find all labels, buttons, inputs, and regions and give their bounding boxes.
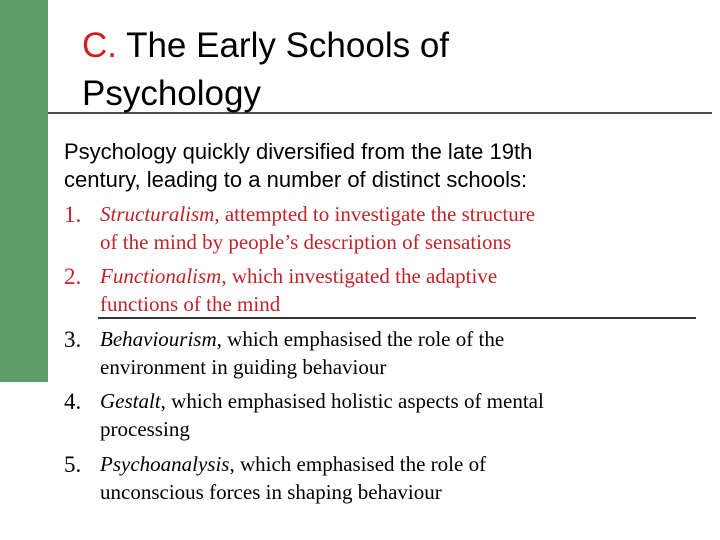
title-section-letter: C. <box>82 26 117 65</box>
list-item-text <box>100 262 675 318</box>
title-text-line2: Psychology <box>82 74 261 113</box>
list-item-line2: of the mind by people’s description of sensations <box>100 230 512 254</box>
list-item-line1: , which emphasised holistic aspects of mental <box>160 389 544 413</box>
decorative-side-bar <box>0 0 48 382</box>
school-term: Functionalism <box>100 264 222 288</box>
list-item-line2: environment in guiding behaviour <box>100 355 387 379</box>
title-text-line1: The Early Schools of <box>117 26 450 65</box>
list-item-line2: unconscious forces in shaping behaviour <box>100 480 442 504</box>
list-item-line1: , which emphasised the role of <box>229 452 487 476</box>
list-item-line2: functions of the mind <box>100 292 281 316</box>
intro-line2: century, leading to a number of distinct schools: <box>64 167 528 192</box>
intro-line1: Psychology quickly diversified from the late 19th <box>64 139 533 164</box>
list-item-line1: , which emphasised the role of the <box>216 327 505 351</box>
intro-paragraph <box>64 138 704 194</box>
list-item-line1: , attempted to investigate the structure <box>214 202 536 226</box>
list-item-number: 5. <box>64 452 82 477</box>
list-item-text <box>100 200 675 256</box>
list-item-text <box>100 387 675 443</box>
list-item-line2: processing <box>100 417 190 441</box>
list-item-number: 1. <box>64 202 82 227</box>
slide-title <box>82 22 682 118</box>
list-item-number: 4. <box>64 389 82 414</box>
bullet-square-icon <box>10 146 23 159</box>
list-item-text <box>100 325 675 381</box>
list-item-text <box>100 450 675 506</box>
list-item-line1: , which investigated the adaptive <box>221 264 498 288</box>
school-term: Behaviourism <box>100 327 217 351</box>
list-item-number: 3. <box>64 327 82 352</box>
school-term: Psychoanalysis <box>100 452 230 476</box>
school-term: Gestalt <box>100 389 161 413</box>
school-term: Structuralism <box>100 202 215 226</box>
list-item-number: 2. <box>64 264 82 289</box>
